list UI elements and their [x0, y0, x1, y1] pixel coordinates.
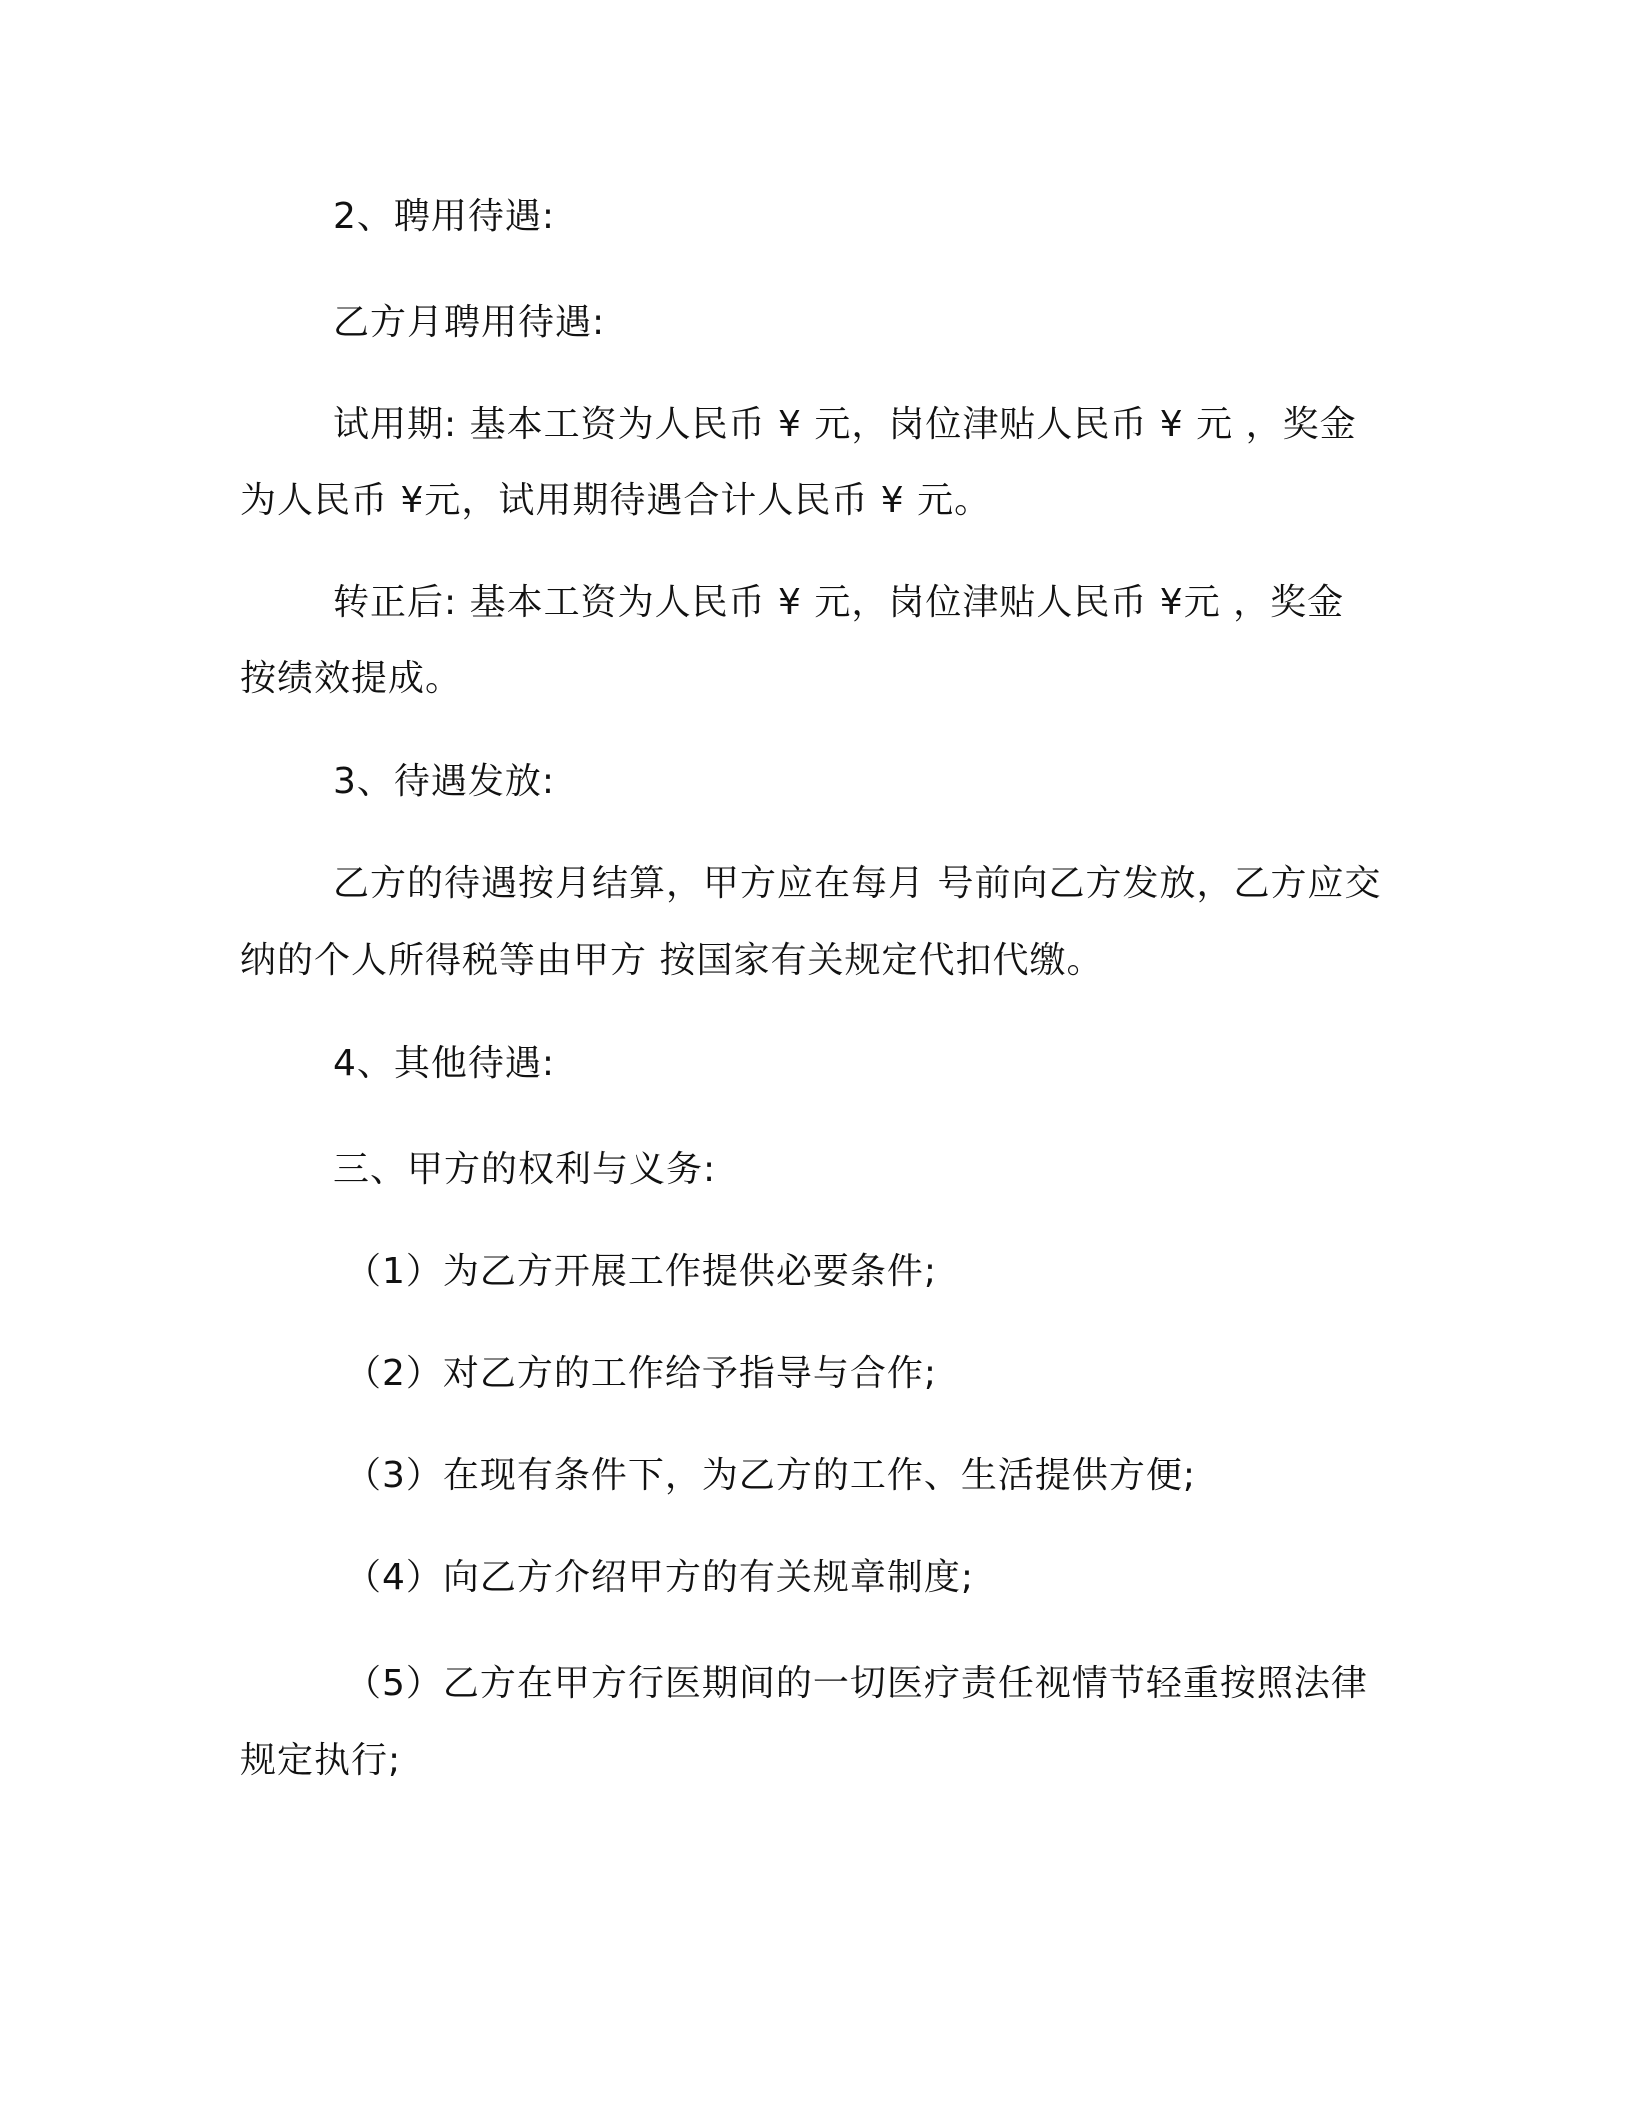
paragraph-monthly-benefits-label: 乙方月聘用待遇:: [333, 302, 606, 343]
list-item-4: （4）向乙方介绍甲方的有关规章制度;: [345, 1557, 975, 1598]
section-heading-other-benefits: 4、其他待遇:: [333, 1043, 556, 1084]
list-item-5-line-2: 规定执行;: [240, 1740, 402, 1781]
list-item-1: （1）为乙方开展工作提供必要条件;: [345, 1251, 938, 1292]
paragraph-payment-line-1: 乙方的待遇按月结算，甲方应在每月 号前向乙方发放，乙方应交: [333, 863, 1382, 904]
section-heading-payment: 3、待遇发放:: [333, 761, 556, 802]
paragraph-regular-line-1: 转正后: 基本工资为人民币 ¥ 元，岗位津贴人民币 ¥元 ，奖金: [333, 582, 1345, 623]
section-heading-employment-benefits: 2、聘用待遇:: [333, 196, 556, 237]
paragraph-payment-line-2: 纳的个人所得税等由甲方 按国家有关规定代扣代缴。: [240, 940, 1104, 981]
list-item-2: （2）对乙方的工作给予指导与合作;: [345, 1353, 938, 1394]
list-item-5-line-1: （5）乙方在甲方行医期间的一切医疗责任视情节轻重按照法律: [345, 1663, 1368, 1704]
paragraph-probation-line-2: 为人民币 ¥元，试用期待遇合计人民币 ¥ 元。: [240, 480, 992, 521]
paragraph-regular-line-2: 按绩效提成。: [240, 658, 463, 699]
list-item-3: （3）在现有条件下，为乙方的工作、生活提供方便;: [345, 1455, 1197, 1496]
section-heading-party-a-rights: 三、甲方的权利与义务:: [333, 1149, 717, 1190]
paragraph-probation-line-1: 试用期: 基本工资为人民币 ¥ 元，岗位津贴人民币 ¥ 元 ，奖金: [333, 404, 1357, 445]
